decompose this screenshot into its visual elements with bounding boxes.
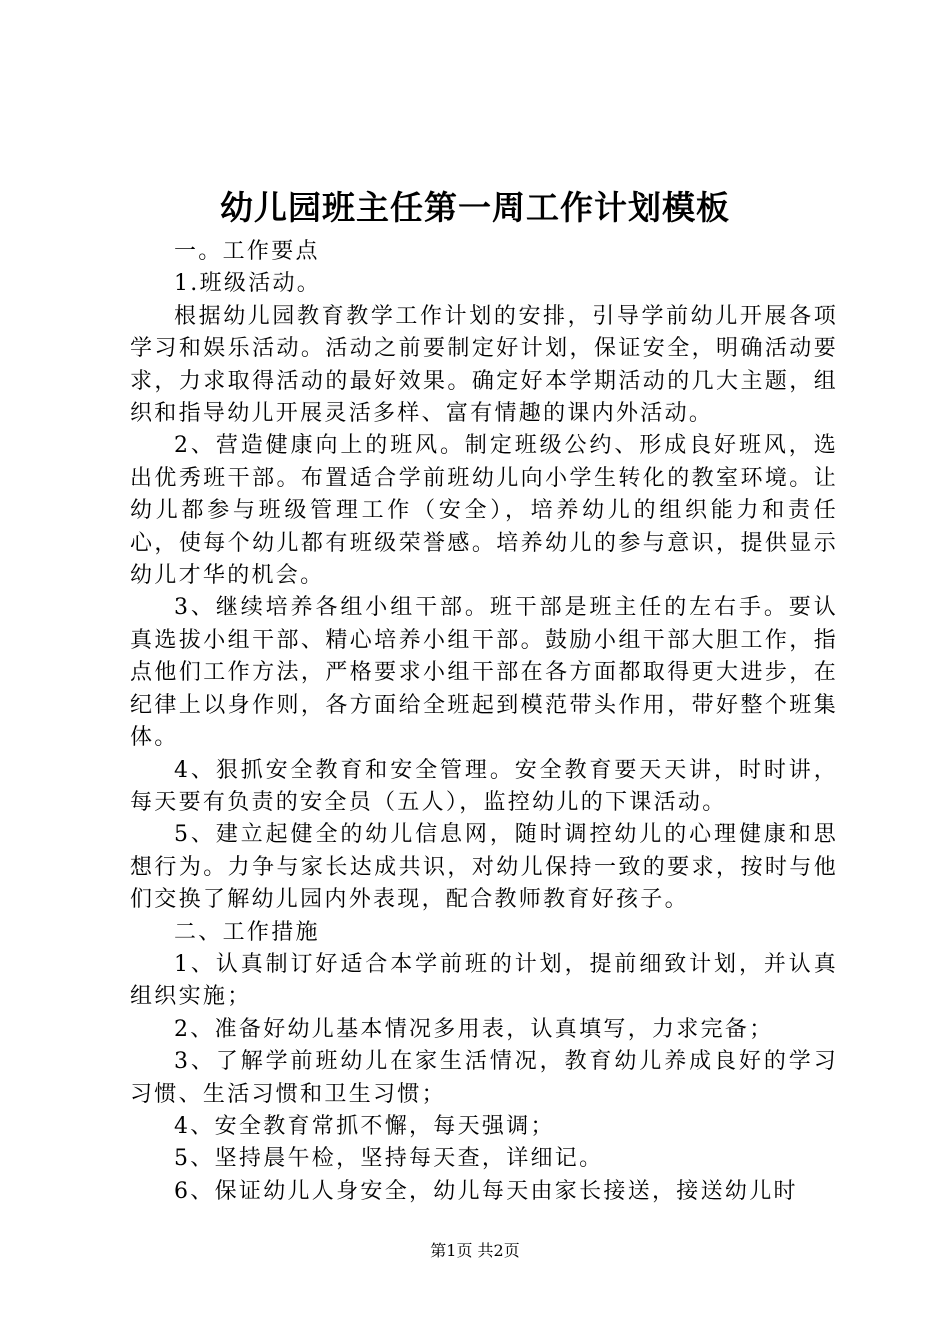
document-title: 幼儿园班主任第一周工作计划模板 — [220, 188, 730, 227]
subsection-heading: 1.班级活动。 — [174, 271, 322, 297]
body-paragraph: 根据幼儿园教育教学工作计划的安排，引导学前幼儿开展各项学习和娱乐活动。活动之前要制定好计划，保证安全，明确活动要求，力求取得活动的最好效果。确定好本学期活动的几大主题，组织和指导幼儿开展灵活多样、富有情趣的课内外活动。 — [130, 303, 838, 427]
list-item: 2、准备好幼儿基本情况多用表，认真填写，力求完备； — [174, 1016, 774, 1042]
section-heading: 二、工作措施 — [174, 919, 320, 945]
body-paragraph: 2、营造健康向上的班风。制定班级公约、形成良好班风，选出优秀班干部。布置适合学前班幼儿向小学生转化的教室环境。让幼儿都参与班级管理工作（安全），培养幼儿的组织能力和责任心，使每个幼儿都有班级荣誉感。培养幼儿的参与意识，提供显示幼儿才华的机会。 — [130, 433, 838, 589]
list-item: 5、坚持晨午检，坚持每天查，详细记。 — [174, 1146, 604, 1172]
list-item: 3、了解学前班幼儿在家生活情况，教育幼儿养成良好的学习习惯、生活习惯和卫生习惯； — [130, 1049, 838, 1107]
page-footer: 第1页 共2页 — [430, 1241, 520, 1260]
body-paragraph: 5、建立起健全的幼儿信息网，随时调控幼儿的心理健康和思想行为。力争与家长达成共识，对幼儿保持一致的要求，按时与他们交换了解幼儿园内外表现，配合教师教育好孩子。 — [130, 822, 838, 913]
list-item: 4、安全教育常抓不懈，每天强调； — [174, 1113, 555, 1139]
body-paragraph: 4、狠抓安全教育和安全管理。安全教育要天天讲，时时讲，每天要有负责的安全员（五人），监控幼儿的下课活动。 — [130, 757, 838, 815]
body-paragraph: 3、继续培养各组小组干部。班干部是班主任的左右手。要认真选拔小组干部、精心培养小组干部。鼓励小组干部大胆工作，指点他们工作方法，严格要求小组干部在各方面都取得更大进步，在纪律上以身作则，各方面给全班起到模范带头作用，带好整个班集体。 — [130, 595, 838, 751]
document-body — [130, 236, 838, 1208]
list-item: 1、认真制订好适合本学前班的计划，提前细致计划，并认真组织实施； — [130, 951, 838, 1010]
section-heading: 一。工作要点 — [174, 239, 320, 264]
list-item: 6、保证幼儿人身安全，幼儿每天由家长接送，接送幼儿时 — [174, 1178, 798, 1204]
